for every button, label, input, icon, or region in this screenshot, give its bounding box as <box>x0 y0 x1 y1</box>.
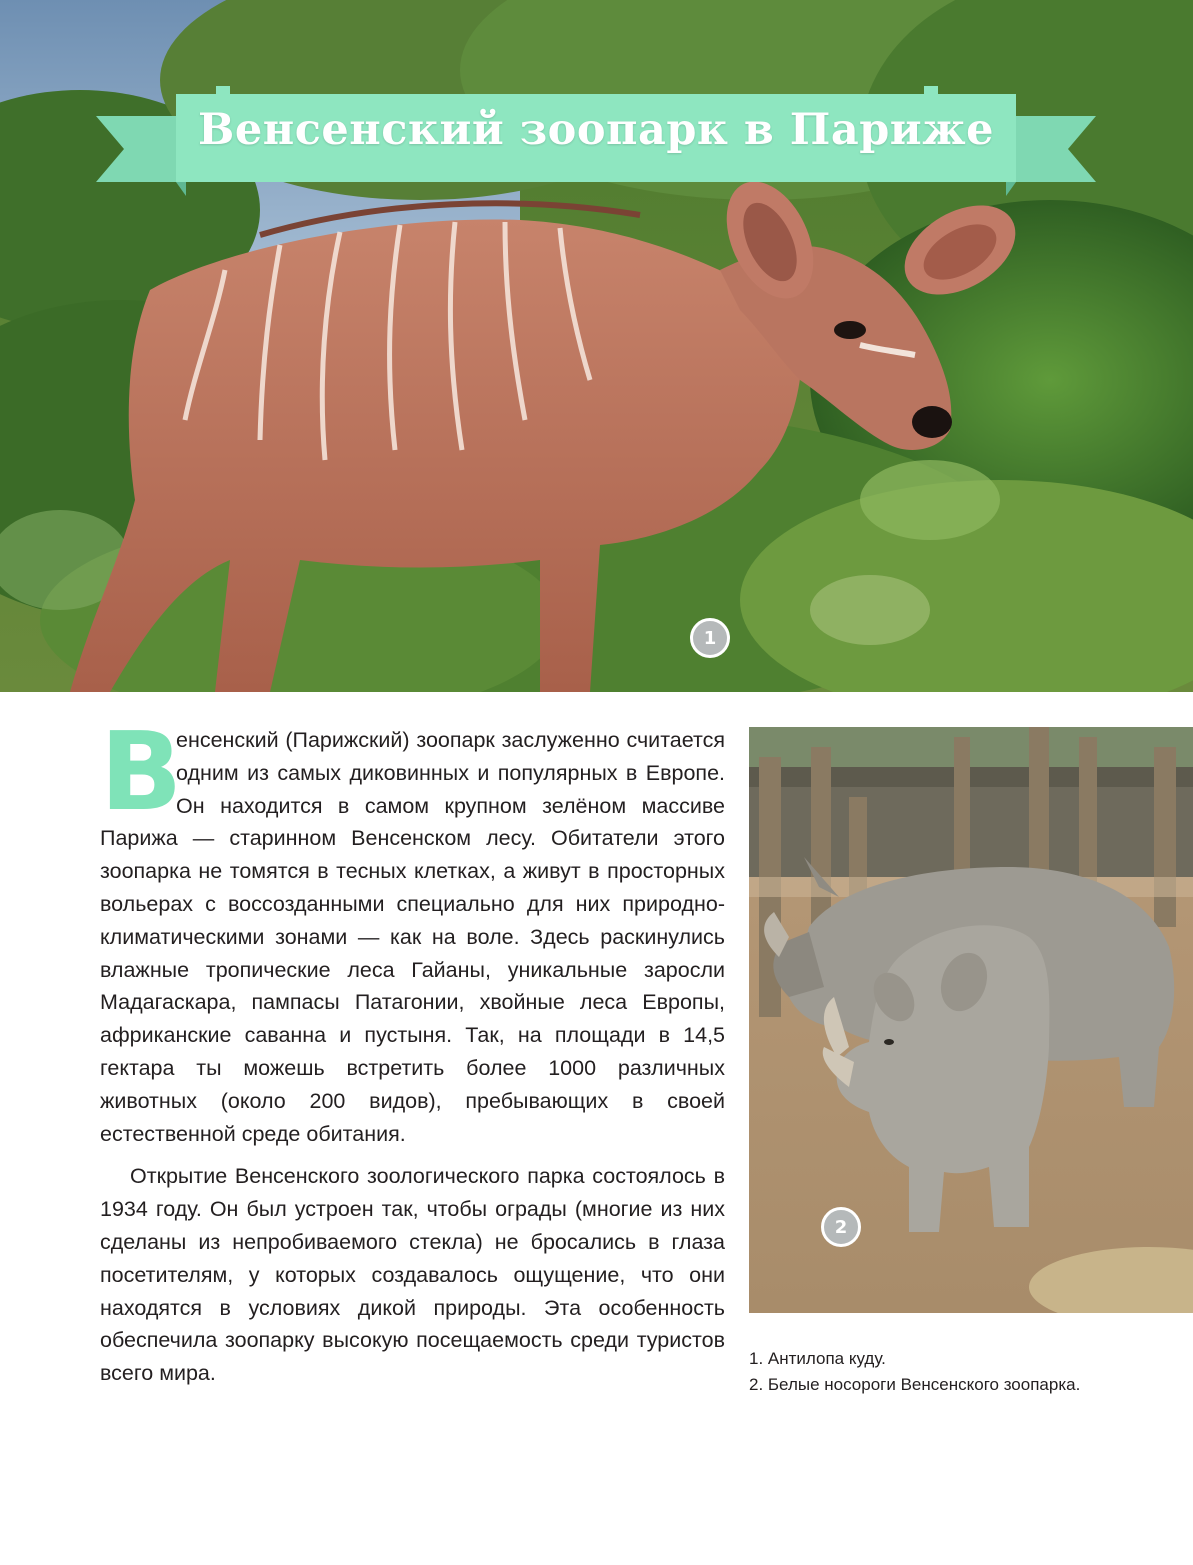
caption-1: 1. Антилопа куду. <box>749 1349 886 1368</box>
title-ribbon <box>96 86 1096 196</box>
photo-number-badge: 2 <box>821 1207 861 1247</box>
caption-2: 2. Белые носороги Венсенского зоопарка. <box>749 1375 1081 1394</box>
paragraph-1: енсенский (Парижский) зоопарк заслуженно считается одним из самых диковинных и популярных в Европе. Он находится в самом крупном зелёном массиве Парижа — старинном Венсенском лесу. Обитатели этого зоопарка не томятся в тесных клетках, а живут в просторных вольерах с воссозданными специально для них природно-климатическими зонами — как на воле. Здесь раскинулись влажные тропические леса Гайаны, уникальные заросли Мадагаскара, пампасы Патагонии, хвойные леса Европы, африканские саванна и пустыня. Так, на площади в 14,5 гектара ты можешь встретить более 1000 различных животных (около 200 видов), пребывающих в своей естественной среде обитания. <box>100 728 725 1146</box>
drop-cap: В <box>100 710 183 835</box>
paragraph-2: Открытие Венсенского зоологического парка состоялось в 1934 году. Он был устроен так, чтобы ограды (многие из них сделаны из непробиваемого стекла) не бросались в глаза посетителям, у которых создавалось ощущение, что они находятся в условиях дикой природы. Эта особенность обеспечила зоопарку высокую посещаемость среди туристов всего мира. <box>100 1164 725 1386</box>
white-rhinos-photo <box>749 727 1193 1313</box>
rhino-scene <box>749 727 1193 1313</box>
kudu-antelope-photo <box>0 0 1193 692</box>
photo-captions <box>749 1346 1169 1398</box>
page-title: Венсенский зоопарк в Париже <box>198 105 994 155</box>
article-body <box>100 710 725 1390</box>
photo-number-badge: 1 <box>690 618 730 658</box>
